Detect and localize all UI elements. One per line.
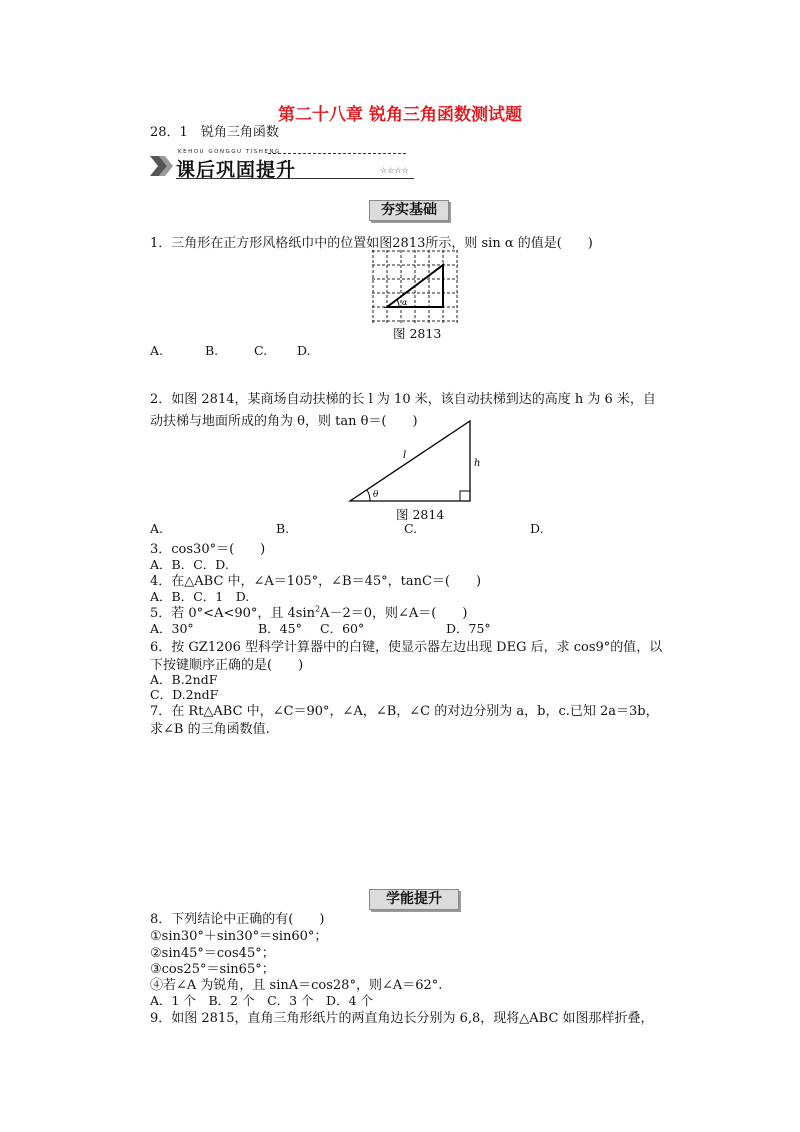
question-5-option-c: C．60° — [320, 621, 365, 636]
question-1-option-c: C. — [254, 343, 268, 358]
question-2-option-a: A. — [150, 521, 164, 536]
question-1-option-b: B. — [205, 343, 219, 358]
banner-underline — [176, 178, 414, 179]
question-5-option-d: D．75° — [446, 621, 491, 636]
question-5-exponent: 2 — [315, 604, 321, 614]
question-4-options: A．B．C．1 D. — [150, 589, 250, 604]
question-2-option-b: B. — [276, 521, 290, 536]
figure-2814-caption: 图 2814 — [396, 507, 445, 522]
question-8-item-1: ①sin30°＋sin30°＝sin60°； — [150, 929, 328, 944]
question-5-option-a: A．30° — [150, 621, 194, 636]
question-6-line-1: 6．按 GZ1206 型科学计算器中的白键，使显示器左边出现 DEG 后，求 cos9°的值，以 — [150, 640, 663, 655]
section-tag-basic: 夯实基础 — [369, 200, 449, 221]
question-5-pre: 5．若 0°<A<90°，且 4sin — [150, 606, 315, 621]
banner-title: 课后巩固提升 — [176, 159, 297, 181]
question-5-post: A－2＝0，则∠A＝( ) — [320, 606, 468, 621]
section-number: 28．1 锐角三角函数 — [150, 125, 279, 140]
question-8-options: A．1 个 B．2 个 C．3 个 D．4 个 — [150, 993, 374, 1008]
question-8-item-3: ③cos25°＝sin65°； — [150, 962, 275, 977]
question-2-line-1: 2．如图 2814，某商场自动扶梯的长 l 为 10 米，该自动扶梯到达的高度 h 为 6 米，自 — [150, 392, 656, 407]
question-8-item-2: ②sin45°＝cos45°； — [150, 946, 275, 961]
figure-2813-caption: 图 2813 — [393, 326, 442, 341]
banner-subtitle: KEHOU GONGGU TISHENG — [178, 149, 281, 155]
question-5-option-b: B．45° — [258, 621, 302, 636]
question-2-option-c: C. — [404, 521, 418, 536]
question-1-option-a: A. — [150, 343, 164, 358]
section-tag-advanced: 学能提升 — [369, 889, 459, 910]
question-1-option-d: D. — [297, 343, 311, 358]
figure-2814-theta-label: θ — [373, 490, 379, 500]
question-1-text: 1．三角形在正方形风格纸巾中的位置如图2813所示，则 sin α 的值是( ) — [150, 236, 593, 251]
figure-2814-h-label: h — [474, 458, 480, 469]
question-2-option-d: D. — [530, 521, 544, 536]
question-3-text: 3．cos30°＝( ) — [150, 542, 266, 557]
question-8-text: 8．下列结论中正确的有( ) — [150, 912, 325, 927]
question-9-text: 9．如图 2815，直角三角形纸片的两直角边长分别为 6,8，现将△ABC 如图那样折叠， — [150, 1011, 654, 1026]
figure-2814-escalator-triangle — [345, 418, 480, 504]
question-6-option-ab: A．B.2ndF — [150, 672, 218, 687]
question-3-options: A．B．C．D. — [150, 557, 229, 572]
question-8-item-4: ④若∠A 为锐角，且 sinA＝cos28°，则∠A＝62°. — [150, 978, 443, 993]
question-5-text — [150, 602, 467, 621]
figure-2814-l-label: l — [403, 450, 407, 461]
figure-2813-angle-label: α — [402, 298, 408, 307]
question-6-line-2: 下按键顺序正确的是( ) — [150, 658, 304, 673]
banner-chevron-icon — [150, 153, 178, 179]
question-7-line-1: 7．在 Rt△ABC 中，∠C＝90°，∠A，∠B，∠C 的对边分别为 a，b，c.已知 2a＝3b， — [150, 704, 659, 719]
question-2-line-2: 动扶梯与地面所成的角为 θ，则 tan θ＝( ) — [150, 414, 418, 429]
question-6-option-cd: C．D.2ndF — [150, 687, 219, 702]
banner-dash-divider — [268, 153, 406, 154]
page-title: 第二十八章 锐角三角函数测试题 — [278, 105, 522, 125]
question-4-text: 4．在△ABC 中，∠A＝105°，∠B＝45°，tanC＝( ) — [150, 574, 482, 589]
banner-stars: ☆☆☆☆ — [380, 166, 409, 175]
figure-2813-grid-triangle — [372, 250, 458, 323]
question-7-line-2: 求∠B 的三角函数值. — [150, 722, 270, 737]
